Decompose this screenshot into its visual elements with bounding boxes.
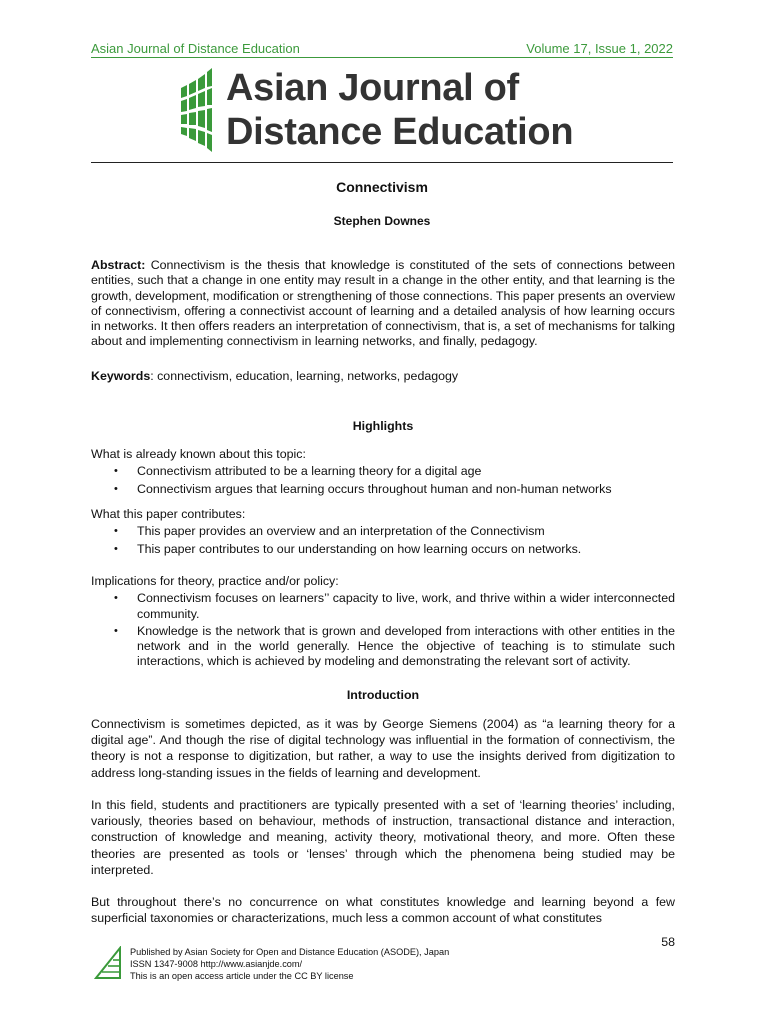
keywords-text: : connectivism, education, learning, networks, pedagogy bbox=[150, 369, 459, 383]
masthead-line-2: Distance Education bbox=[226, 111, 574, 153]
impl-list bbox=[91, 591, 675, 669]
running-header bbox=[91, 41, 673, 58]
article-title: Connectivism bbox=[336, 179, 428, 195]
highlights-contrib bbox=[91, 507, 675, 559]
running-header-journal: Asian Journal of Distance Education bbox=[91, 41, 300, 56]
keywords bbox=[91, 369, 675, 383]
intro-paragraph-2: In this field, students and practitioners are typically presented with a set of ‘learning theories’ including, variously, theories based on behaviour, methods of instruction, transactional distance and interaction, construction of knowledge and meaning, activity theory, motivational theory, and more. Often these theories are presented as tools or ‘lenses’ through which the phenomena being studied may be interpreted. bbox=[91, 798, 675, 877]
highlights-heading: Highlights bbox=[352, 419, 414, 433]
running-header-volume: Volume 17, Issue 1, 2022 bbox=[526, 41, 673, 56]
list-item: • This paper provides an overview and an interpretation of the Connectivism bbox=[137, 524, 675, 539]
footer-text bbox=[130, 946, 449, 982]
journal-leaf-logo-icon bbox=[178, 66, 214, 154]
known-intro: What is already known about this topic: bbox=[91, 447, 306, 461]
contrib-intro: What this paper contributes: bbox=[91, 507, 246, 521]
abstract-text: Connectivism is the thesis that knowledge is constituted of the sets of connections between entities, such that a change in one entity may result in a change in the other entity, and that learning is the growth, development, modification or strengthening of those connections. This paper presents an overview of connectivism, offering a connectivist account of learning and a detailed analysis of how learning occurs in networks. It then offers readers an interpretation of connectivism, that is, a set of mechanisms for talking about and implementing connectivism in learning networks, and finally, pedagogy. bbox=[91, 258, 675, 349]
intro-paragraph-3: But throughout there’s no concurrence on what constitutes knowledge and learning beyond a few superficial taxonomies or characterizations, much less a common account of what constitutes bbox=[91, 895, 675, 926]
list-item: • Connectivism focuses on learners’’ capacity to live, work, and thrive within a wider interconnected community. bbox=[137, 591, 675, 622]
abstract-label: Abstract: bbox=[91, 258, 146, 272]
list-item: • Connectivism argues that learning occurs throughout human and non-human networks bbox=[137, 482, 675, 497]
footer-publisher: Published by Asian Society for Open and Distance Education (ASODE), Japan bbox=[130, 947, 450, 957]
list-item: • Connectivism attributed to be a learning theory for a digital age bbox=[137, 464, 675, 479]
masthead-divider bbox=[91, 162, 673, 163]
asode-logo-icon bbox=[94, 946, 122, 980]
list-item: • Knowledge is the network that is grown and developed from interactions with other entities in the network and in the world generally. Hence the objective of teaching is to stimulate such interactions, which is achieved by modeling and demonstrating the relevant sort of activity. bbox=[137, 624, 675, 670]
contrib-list bbox=[91, 524, 675, 557]
masthead bbox=[178, 66, 573, 154]
masthead-line-1: Asian Journal of bbox=[226, 67, 519, 109]
footer-license: This is an open access article under the CC BY license bbox=[130, 971, 354, 981]
highlights-implications bbox=[91, 574, 675, 672]
footer-issn: ISSN 1347-9008 http://www.asianjde.com/ bbox=[130, 959, 303, 969]
keywords-label: Keywords bbox=[91, 369, 151, 383]
impl-intro: Implications for theory, practice and/or policy: bbox=[91, 574, 339, 588]
intro-paragraph-1: Connectivism is sometimes depicted, as it was by George Siemens (2004) as “a learning theory for a digital age”. And though the rise of digital technology was influential in the formation of connectivism, the theory is not a response to digitization, but rather, a way to use the insights derived from digitization to address long-standing issues in the fields of learning and development. bbox=[91, 717, 675, 780]
known-list bbox=[91, 464, 675, 497]
page-number: 58 bbox=[661, 935, 675, 949]
abstract bbox=[91, 258, 675, 350]
article-author: Stephen Downes bbox=[333, 214, 431, 228]
footer bbox=[94, 946, 449, 982]
highlights-known bbox=[91, 447, 675, 499]
list-item: • This paper contributes to our understanding on how learning occurs on networks. bbox=[137, 542, 675, 557]
introduction-heading: Introduction bbox=[346, 688, 420, 702]
